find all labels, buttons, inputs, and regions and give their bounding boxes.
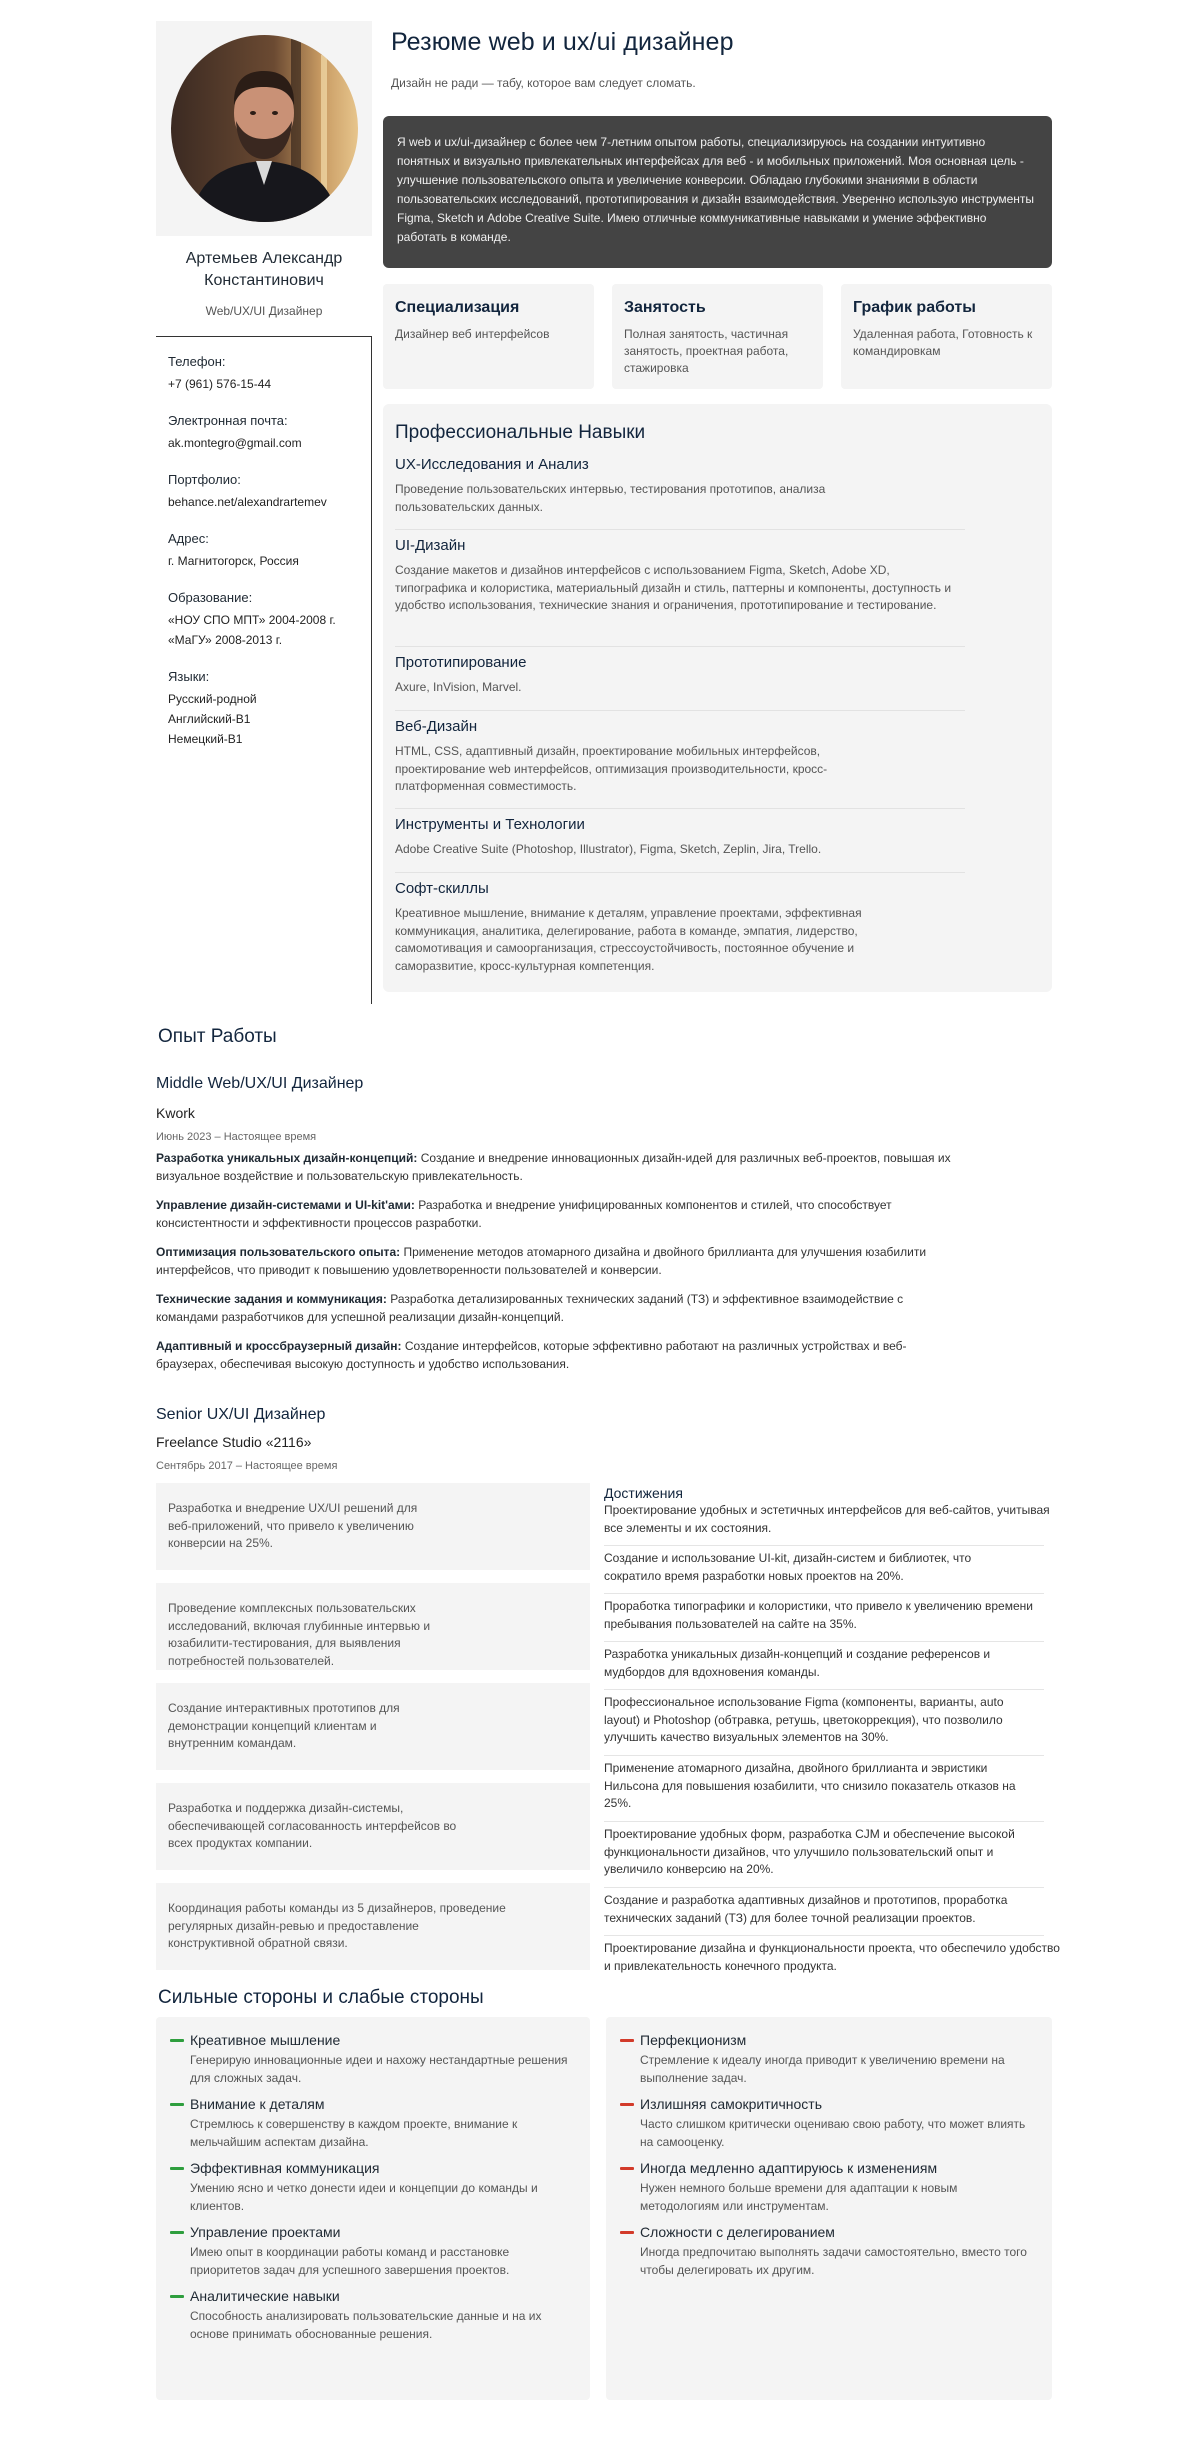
page-subtitle: Дизайн не ради — табу, которое вам следует сломать. <box>391 76 696 90</box>
skill-name: Веб-Дизайн <box>395 718 478 735</box>
strengths-card <box>156 2017 590 2400</box>
info-card-employment <box>612 284 823 389</box>
info-card-title: Занятость <box>624 299 706 316</box>
sidebar-vertical-line <box>371 336 372 1004</box>
weakness-marker <box>620 2231 634 2234</box>
achievement-divider <box>604 1887 1044 1888</box>
contact-value: Русский-родной <box>168 692 257 706</box>
strength-title: Аналитические навыки <box>190 2288 340 2304</box>
strength-text: Стремлюсь к совершенству в каждом проекте, внимание к мельчайшим аспектам дизайна. <box>190 2117 518 2149</box>
strength-text: Способность анализировать пользовательские данные и на их основе принимать обоснованные решения. <box>190 2309 542 2341</box>
skill-name: UX-Исследования и Анализ <box>395 456 589 473</box>
achievement-divider <box>604 1545 1044 1546</box>
responsibility-text: Создание интерактивных прототипов для демонстрации концепций клиентам и внутренним командам. <box>168 1701 400 1750</box>
weakness-marker <box>620 2167 634 2170</box>
duty-heading: Технические задания и коммуникация: <box>156 1292 387 1306</box>
contacts-list <box>168 354 368 768</box>
contact-label: Портфолио: <box>168 472 241 487</box>
profile-role: Web/UX/UI Дизайнер <box>205 304 323 318</box>
duty-text: Применение методов атомарного дизайна и двойного бриллианта для улучшения юзабилити интерфейсов, что приводит к повышению удовлетворенности пользователей и конверсии. <box>156 1245 927 1277</box>
responsibility-box <box>156 1483 590 1570</box>
contact-value: Английский-B1 <box>168 712 251 726</box>
duty-text: Создание интерфейсов, которые эффективно работают на различных устройствах и веб-браузерах, обеспечивая высокую доступность и удобство использования. <box>156 1339 907 1371</box>
strength-item <box>170 2095 580 2151</box>
top-section <box>156 0 1052 1010</box>
skill-divider <box>395 646 965 647</box>
achievement-divider <box>604 1755 1044 1756</box>
skill-divider <box>395 529 965 530</box>
skill-text: Axure, InVision, Marvel. <box>395 680 522 694</box>
skill-divider <box>395 808 965 809</box>
resume-page <box>156 0 1060 2341</box>
skill-ux-research <box>395 456 975 516</box>
skill-text: Adobe Creative Suite (Photoshop, Illustrator), Figma, Sketch, Zeplin, Jira, Trello. <box>395 842 822 856</box>
job-duty <box>156 1244 986 1279</box>
duty-heading: Оптимизация пользовательского опыта: <box>156 1245 401 1259</box>
achievement-divider <box>604 1935 1044 1936</box>
responsibility-box <box>156 1783 590 1870</box>
achievement-item: Проектирование удобных и эстетичных интерфейсов для веб-сайтов, учитывая все элементы и их состояния. <box>604 1503 1050 1535</box>
strength-title: Эффективная коммуникация <box>190 2160 380 2176</box>
duty-text: Разработка и внедрение унифицированных компонентов и стилей, что способствует консистентности и эффективности процессов разработки. <box>156 1198 892 1230</box>
skill-divider <box>395 872 965 873</box>
profile-name: Артемьев Александр Константинович <box>185 250 343 289</box>
achievement-divider <box>604 1689 1044 1690</box>
achievement-item: Проектирование удобных форм, разработка CJM и обеспечение высокой функциональности дизайнов, что улучшило пользовательский опыт и увеличило конверсию на 20%. <box>604 1827 1015 1876</box>
skill-name: Софт-скиллы <box>395 880 489 897</box>
strength-text: Генерирую инновационные идеи и нахожу нестандартные решения для сложных задач. <box>190 2053 568 2085</box>
duty-text: Создание и внедрение инновационных дизайн-идей для различных веб-проектов, повышая их визуальное воздействие и пользовательскую привлекательность. <box>156 1151 951 1183</box>
info-card-text: Полная занятость, частичная занятость, проектная работа, стажировка <box>624 327 789 375</box>
contact-item <box>168 413 368 453</box>
weakness-marker <box>620 2039 634 2042</box>
skill-text: HTML, CSS, адаптивный дизайн, проектирование мобильных интерфейсов, проектирование web интерфейсов, оптимизация производительности, кросс-платформенная совместимость. <box>395 744 828 793</box>
job-duty <box>156 1291 956 1326</box>
page-title: Резюме web и ux/ui дизайнер <box>391 28 734 56</box>
weakness-item <box>620 2031 1030 2087</box>
duty-heading: Разработка уникальных дизайн-концепций: <box>156 1151 418 1165</box>
strength-item <box>170 2031 580 2087</box>
strength-title: Управление проектами <box>190 2224 341 2240</box>
weakness-marker <box>620 2103 634 2106</box>
skill-name: UI-Дизайн <box>395 537 466 554</box>
strength-marker <box>170 2039 184 2042</box>
responsibility-box <box>156 1583 590 1670</box>
contact-value: ak.montegro@gmail.com <box>168 436 302 450</box>
contact-item <box>168 669 368 749</box>
strength-title: Креативное мышление <box>190 2032 341 2048</box>
weakness-title: Сложности с делегированием <box>640 2224 835 2240</box>
achievement-item: Создание и использование UI-kit, дизайн-систем и библиотек, что сократило время разработки новых проектов на 20%. <box>604 1551 972 1583</box>
contact-label: Телефон: <box>168 354 226 369</box>
skill-text: Креативное мышление, внимание к деталям, управление проектами, эффективная коммуникация, аналитика, делегирование, работа в команде, эмпатия, лидерство, самомотивация и самоорганизация, стрессоустойчивость, постоянное обучение и саморазвитие, кросс-культурная компетенция. <box>395 906 862 973</box>
contact-value: «МаГУ» 2008-2013 г. <box>168 633 283 647</box>
responsibility-text: Проведение комплексных пользовательских исследований, включая глубинные интервью и юзабилити-тестирования, для выявления потребностей пользователей. <box>168 1601 431 1668</box>
responsibility-box <box>156 1683 590 1770</box>
responsibility-text: Разработка и внедрение UX/UI решений для веб-приложений, что привело к увеличению конверсии на 25%. <box>168 1501 418 1550</box>
contact-value: Немецкий-B1 <box>168 732 243 746</box>
info-cards <box>383 284 1052 389</box>
strength-item <box>170 2287 580 2343</box>
job-dates: Сентябрь 2017 – Настоящее время <box>156 1460 338 1472</box>
strength-marker <box>170 2167 184 2170</box>
duty-heading: Управление дизайн-системами и UI-kit'ами: <box>156 1198 415 1212</box>
contact-label: Образование: <box>168 590 253 605</box>
skill-name: Прототипирование <box>395 654 527 671</box>
achievement-item: Создание и разработка адаптивных дизайнов и прототипов, проработка технических заданий (ТЗ) для более точной реализации проектов. <box>604 1893 1008 1925</box>
about-card: Я web и ux/ui-дизайнер с более чем 7-летним опытом работы, специализируюсь на создании интуитивно понятных и визуально привлекательных интерфейсах для веб - и мобильных приложений. Моя основная цель - улучшение пользовательского опыта и увеличение конверсии. Обладаю глубокими знаниями в области пользовательских исследований, прототипирования и дизайн взаимодействия. Уверенно использую инструменты Figma, Sketch и Adobe Creative Suite. Имею отличные коммуникативные навыками и умение эффективно работать в команде. <box>383 116 1052 268</box>
weakness-item <box>620 2095 1030 2151</box>
job-company: Kwork <box>156 1105 195 1121</box>
contact-value: +7 (961) 576-15-44 <box>168 377 272 391</box>
strength-text: Умению ясно и четко донести идеи и концепции до команды и клиентов. <box>190 2181 538 2213</box>
skill-tools <box>395 816 975 859</box>
skills-title: Профессиональные Навыки <box>395 422 646 443</box>
contact-item <box>168 354 368 394</box>
skill-text: Проведение пользовательских интервью, тестирования прототипов, анализа пользовательских данных. <box>395 482 826 514</box>
skill-web-design <box>395 718 975 796</box>
skill-name: Инструменты и Технологии <box>395 816 585 833</box>
weakness-item <box>620 2159 1030 2215</box>
info-card-specialization <box>383 284 594 389</box>
avatar-photo <box>171 35 358 222</box>
skill-soft-skills <box>395 880 975 975</box>
strength-item <box>170 2159 580 2215</box>
skill-divider <box>395 710 965 711</box>
job-title: Middle Web/UX/UI Дизайнер <box>156 1075 364 1092</box>
duty-text: Разработка детализированных технических заданий (ТЗ) и эффективное взаимодействие с командами разработчиков для успешной реализации дизайн-концепций. <box>156 1292 904 1324</box>
weakness-text: Часто слишком критически оцениваю свою работу, что может влиять на самооценку. <box>640 2117 1026 2149</box>
weakness-text: Стремление к идеалу иногда приводит к увеличению времени на выполнение задач. <box>640 2053 1005 2085</box>
weaknesses-card <box>606 2017 1052 2400</box>
contact-value: г. Магнитогорск, Россия <box>168 554 299 568</box>
weakness-title: Перфекционизм <box>640 2032 747 2048</box>
responsibility-text: Разработка и поддержка дизайн-системы, обеспечивающей согласованность интерфейсов во всех продуктах компании. <box>168 1801 457 1850</box>
weakness-item <box>620 2223 1030 2279</box>
achievement-item: Разработка уникальных дизайн-концепций и создание референсов и мудбордов для вдохновения команды. <box>604 1647 991 1679</box>
strength-marker <box>170 2295 184 2298</box>
job-duty <box>156 1150 956 1185</box>
achievement-divider <box>604 1821 1044 1822</box>
strength-title: Внимание к деталям <box>190 2096 325 2112</box>
weakness-text: Иногда предпочитаю выполнять задачи самостоятельно, вместо того чтобы делегировать их другим. <box>640 2245 1027 2277</box>
responsibility-box <box>156 1883 590 1970</box>
strength-marker <box>170 2103 184 2106</box>
achievement-item: Проектирование дизайна и функциональности проекта, что обеспечило удобство и привлекательность конечного продукта. <box>604 1941 1060 1973</box>
job-duty <box>156 1338 936 1373</box>
photo-card <box>156 21 372 236</box>
achievement-item: Применение атомарного дизайна, двойного бриллианта и эвристики Нильсона для повышения юзабилити, что снизило показатель отказов на 25%. <box>604 1761 1016 1810</box>
achievement-divider <box>604 1593 1044 1594</box>
weakness-title: Иногда медленно адаптируюсь к изменениям <box>640 2160 938 2176</box>
contact-value: behance.net/alexandrartemev <box>168 495 327 509</box>
job-dates: Июнь 2023 – Настоящее время <box>156 1131 317 1143</box>
responsibility-text: Координация работы команды из 5 дизайнеров, проведение регулярных дизайн-ревью и предоставление конструктивной обратной связи. <box>168 1901 506 1950</box>
skill-prototyping <box>395 654 975 697</box>
contact-value: «НОУ СПО МПТ» 2004-2008 г. <box>168 613 336 627</box>
job-duty <box>156 1197 946 1232</box>
achievement-divider <box>604 1641 1044 1642</box>
job-title: Senior UX/UI Дизайнер <box>156 1406 326 1423</box>
contact-label: Языки: <box>168 669 210 684</box>
duty-heading: Адаптивный и кроссбраузерный дизайн: <box>156 1339 402 1353</box>
avatar <box>171 35 358 222</box>
strengths-title: Сильные стороны и слабые стороны <box>158 1987 484 2008</box>
contact-item <box>168 531 368 571</box>
contact-label: Электронная почта: <box>168 413 288 428</box>
achievements-title: Достижения <box>604 1485 683 1501</box>
sidebar-divider <box>156 336 372 337</box>
strength-marker <box>170 2231 184 2234</box>
contact-label: Адрес: <box>168 531 209 546</box>
info-card-title: Специализация <box>395 299 520 316</box>
info-card-text: Дизайнер веб интерфейсов <box>395 327 550 341</box>
contact-item <box>168 590 368 650</box>
weakness-text: Нужен немного больше времени для адаптации к новым методологиям или инструментам. <box>640 2181 958 2213</box>
strength-text: Имею опыт в координации работы команд и расстановке приоритетов задач для успешного завершения проектов. <box>190 2245 510 2277</box>
experience-title: Опыт Работы <box>158 1026 277 1047</box>
info-card-title: График работы <box>853 299 976 316</box>
weakness-title: Излишняя самокритичность <box>640 2096 823 2112</box>
info-card-schedule <box>841 284 1052 389</box>
skills-card <box>383 404 1052 992</box>
contact-item <box>168 472 368 512</box>
strength-item <box>170 2223 580 2279</box>
achievement-item: Проработка типографики и колористики, что привело к увеличению времени пребывания пользователей на сайте на 35%. <box>604 1599 1033 1631</box>
info-card-text: Удаленная работа, Готовность к командировкам <box>853 327 1033 358</box>
achievement-item: Профессиональное использование Figma (компоненты, варианты, auto layout) и Photoshop (обтравка, ретушь, цветокоррекция), что позволило улучшить качество визуальных элементов на 30%. <box>604 1695 1004 1744</box>
skill-text: Создание макетов и дизайнов интерфейсов с использованием Figma, Sketch, Adobe XD, типографика и колористика, материальный дизайн и стиль, паттерны и компоненты, доступность и удобство использования, технические знания и ограничения, прототипирование и тестирование. <box>395 563 952 612</box>
skill-ui-design <box>395 537 975 615</box>
job-company: Freelance Studio «2116» <box>156 1434 312 1450</box>
